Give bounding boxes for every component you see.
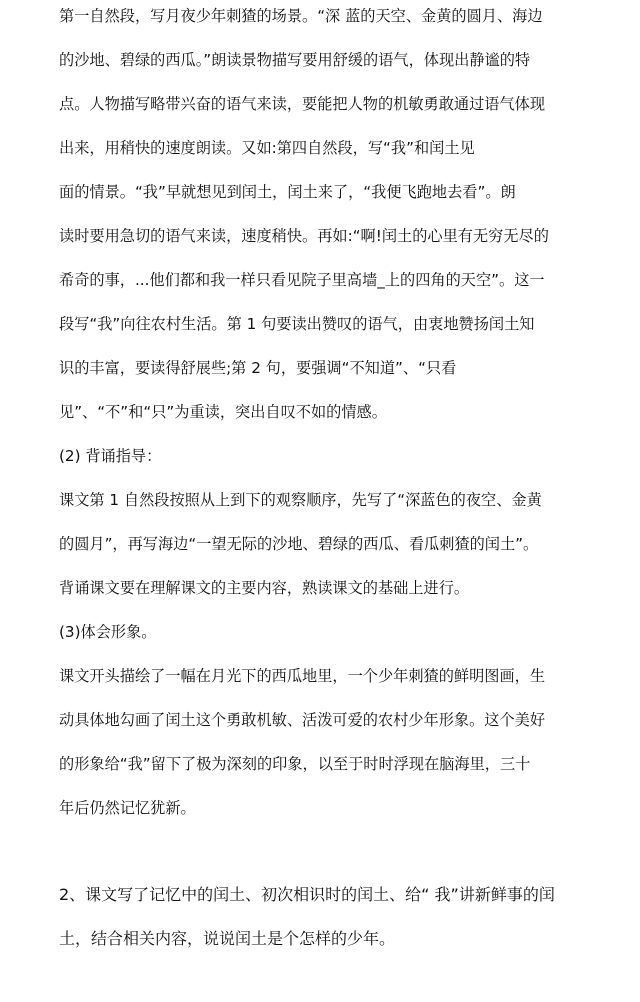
paragraph-line: 课文开头描绘了一幅在月光下的西瓜地里，一个少年刺猹的鲜明图画，生 — [59, 667, 545, 685]
paragraph-line: 年后仍然记忆犹新。 — [59, 799, 196, 817]
paragraph-line: 读时要用急切的语气来读，速度稍快。再如:“啊!闰土的心里有无穷无尽的 — [59, 227, 549, 245]
paragraph-line: 背诵课文要在理解课文的主要内容，熟读课文的基础上进行。 — [59, 579, 470, 597]
paragraph-line: 第一自然段，写月夜少年刺猹的场景。“深 蓝的天空、金黄的圆月、海边 — [59, 7, 543, 25]
paragraph-line: 的形象给“我”留下了极为深刻的印象，以至于时时浮现在脑海里，三十 — [59, 755, 531, 773]
paragraph-line: 识的丰富，要读得舒展些;第 2 句，要强调“不知道”、“只看 — [59, 359, 457, 377]
paragraph-line: 的圆月”，再写海边“一望无际的沙地、碧绿的西瓜、看瓜刺猹的闰土”。 — [59, 535, 539, 553]
paragraph-line: 动具体地勾画了闰土这个勇敢机敏、活泼可爱的农村少年形象。这个美好 — [59, 711, 545, 729]
paragraph-line: 点。人物描写略带兴奋的语气来读，要能把人物的机敏勇敢通过语气体现 — [59, 95, 545, 113]
section-heading: (3)体会形象。 — [59, 623, 157, 641]
paragraph-line: 希奇的事，...他们都和我一样只看见院子里高墙_上的四角的天空”。这一 — [59, 271, 545, 289]
paragraph-line: 面的情景。“我”早就想见到闰土，闰土来了，“我便飞跑地去看”。朗 — [59, 183, 516, 201]
paragraph-line: 段写“我”向往农村生活。第 1 句要读出赞叹的语气，由衷地赞扬闰土知 — [59, 315, 535, 333]
question-line: 土，结合相关内容，说说闰土是个怎样的少年。 — [59, 929, 396, 948]
paragraph-line: 的沙地、碧绿的西瓜。”朗读景物描写要用舒缓的语气，体现出静谧的特 — [59, 51, 531, 69]
paragraph-line: 课文第 1 自然段按照从上到下的观察顺序，先写了“深蓝色的夜空、金黄 — [59, 491, 542, 509]
section-heading: (2) 背诵指导： — [59, 447, 162, 465]
paragraph-line: 出来，用稍快的速度朗读。又如:第四自然段，写“我”和闰土见 — [59, 139, 475, 157]
paragraph-line: 见”、“不”和“只”为重读，突出自叹不如的情感。 — [59, 403, 387, 421]
question-line: 2、课文写了记忆中的闰土、初次相识时的闰土、给“ 我”讲新鲜事的闰 — [59, 885, 555, 904]
